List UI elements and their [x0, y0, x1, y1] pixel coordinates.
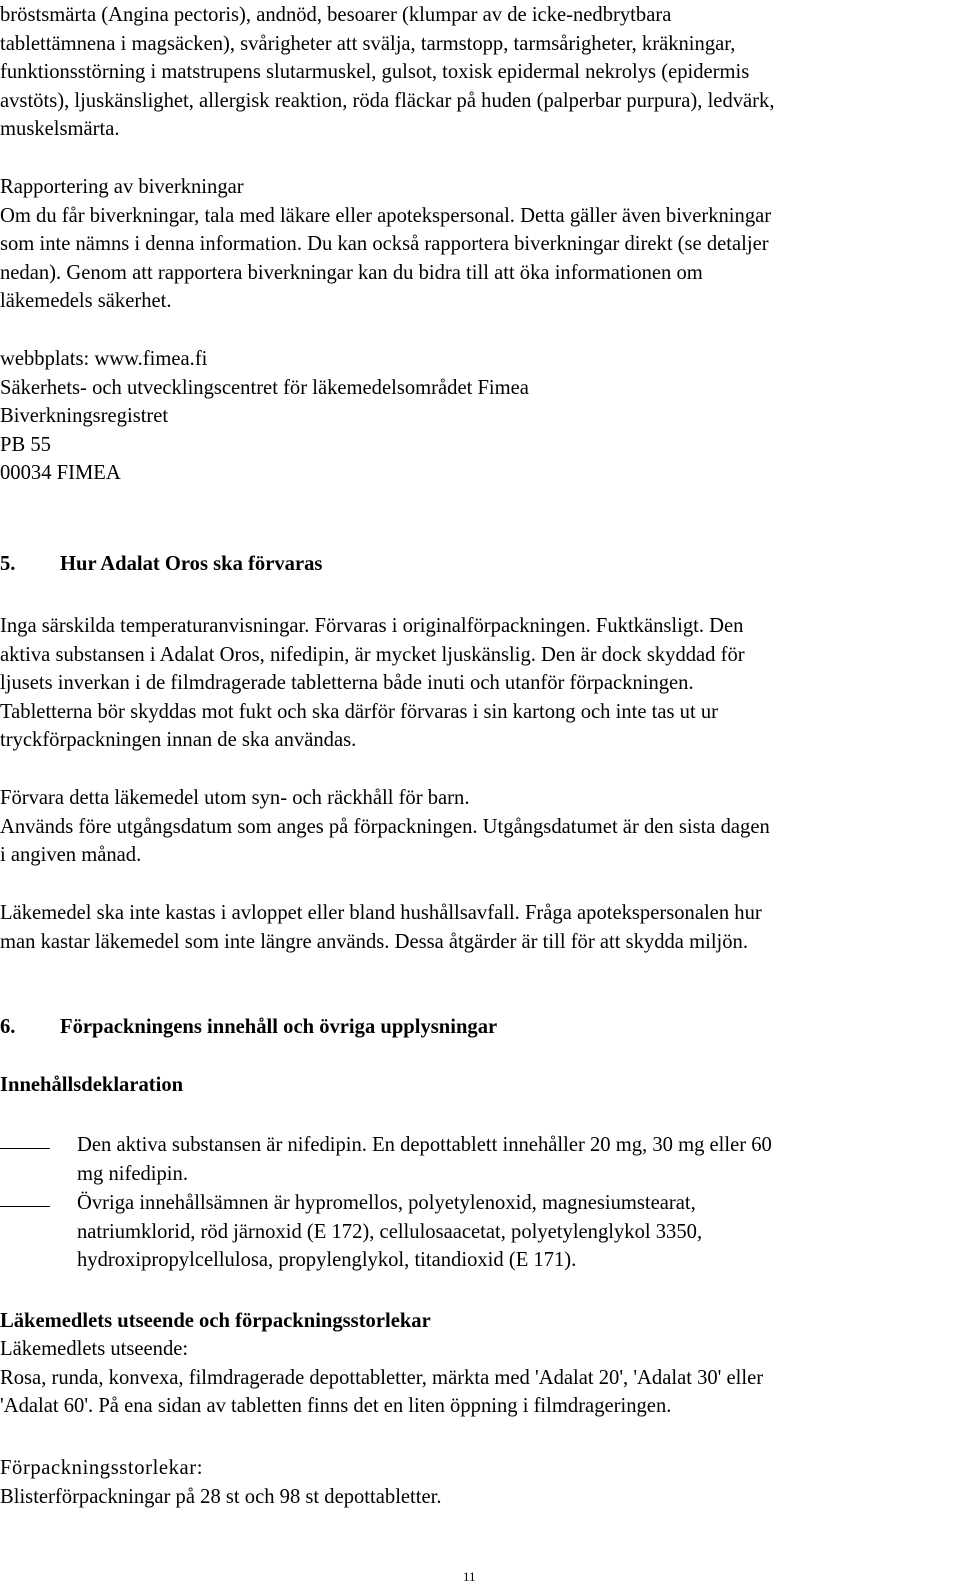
text-line: Läkemedel ska inte kastas i avloppet eller bland hushållsavfall. Fråga apotekspersonalen hur	[0, 902, 762, 924]
text-line: Inga särskilda temperaturanvisningar. Förvaras i originalförpackningen. Fuktkänsligt. Den	[0, 615, 744, 637]
dash-bullet-icon	[0, 1148, 50, 1149]
reporting-address	[0, 345, 945, 488]
pack-sizes-text: Blisterförpackningar på 28 st och 98 st depottabletter.	[0, 1485, 442, 1508]
text-line: Om du får biverkningar, tala med läkare eller apotekspersonal. Detta gäller även biverkningar	[0, 204, 772, 227]
section-title: Förpackningens innehåll och övriga upplysningar	[60, 1016, 498, 1038]
address-line: Biverkningsregistret	[0, 405, 169, 428]
address-line: PB 55	[0, 433, 51, 456]
side-effects-continuation	[0, 1, 945, 144]
text-line: mg nifedipin.	[77, 1162, 188, 1185]
text-line: nedan). Genom att rapportera biverkningar kan du bidra till att öka informationen om	[0, 261, 703, 284]
text-line: 'Adalat 60'. På ena sidan av tabletten finns det en liten öppning i filmdrageringen.	[0, 1395, 672, 1418]
text-line: läkemedels säkerhet.	[0, 290, 172, 313]
contents-heading: Innehållsdeklaration	[0, 1074, 184, 1096]
text-line: Övriga innehållsämnen är hypromellos, polyetylenoxid, magnesiumstearat,	[77, 1192, 696, 1214]
section-6-heading	[0, 1013, 497, 1042]
text-line: Tabletterna bör skyddas mot fukt och ska därför förvaras i sin kartong och inte tas ut ur	[0, 700, 718, 723]
page-number: 11	[463, 1569, 476, 1584]
list-item	[77, 1131, 772, 1188]
disposal-paragraph	[0, 899, 945, 956]
text-line: muskelsmärta.	[0, 118, 120, 141]
section-number: 6.	[0, 1016, 16, 1038]
section-5-heading	[0, 550, 322, 579]
appearance-label: Läkemedlets utseende:	[0, 1338, 189, 1360]
text-line: bröstsmärta (Angina pectoris), andnöd, besoarer (klumpar av de icke-nedbrytbara	[0, 4, 672, 26]
dash-bullet-icon	[0, 1206, 50, 1207]
section-title: Hur Adalat Oros ska förvaras	[60, 553, 323, 575]
text-line: tryckförpackningen innan de ska användas.	[0, 729, 357, 752]
address-line: Säkerhets- och utvecklingscentret för läkemedelsområdet Fimea	[0, 376, 529, 399]
storage-paragraph	[0, 612, 945, 755]
list-item	[77, 1189, 702, 1275]
text-line: i angiven månad.	[0, 844, 142, 867]
text-line: Den aktiva substansen är nifedipin. En depottablett innehåller 20 mg, 30 mg eller 60	[77, 1134, 772, 1156]
text-line: man kastar läkemedel som inte längre används. Dessa åtgärder är till för att skydda miljön.	[0, 930, 749, 953]
text-line: natriumklorid, röd järnoxid (E 172), cellulosaacetat, polyetylenglykol 3350,	[77, 1220, 703, 1243]
text-line: ljusets inverkan i de filmdragerade tabletterna både inuti och utanför förpackningen.	[0, 672, 694, 695]
appearance-heading: Läkemedlets utseende och förpackningsstorlekar	[0, 1310, 431, 1332]
text-line: hydroxipropylcellulosa, propylenglykol, titandioxid (E 171).	[77, 1249, 577, 1272]
text-line: Förvara detta läkemedel utom syn- och räckhåll för barn.	[0, 787, 470, 809]
appearance-block	[0, 1335, 945, 1421]
website-line: webbplats: www.fimea.fi	[0, 348, 208, 370]
text-line: som inte nämns i denna information. Du kan också rapportera biverkningar direkt (se detaljer	[0, 233, 769, 256]
text-line: Används före utgångsdatum som anges på förpackningen. Utgångsdatumet är den sista dagen	[0, 815, 770, 838]
text-line: aktiva substansen i Adalat Oros, nifedipin, är mycket ljuskänslig. Den är dock skyddad för	[0, 643, 745, 666]
children-expiry-paragraph	[0, 784, 945, 870]
text-line: avstöts), ljuskänslighet, allergisk reaktion, röda fläckar på huden (palperbar purpura), ledvärk,	[0, 89, 775, 112]
reporting-section	[0, 173, 945, 316]
pack-sizes-block	[0, 1454, 945, 1511]
text-line: tablettämnena i magsäcken), svårigheter att svälja, tarmstopp, tarmsårigheter, kräkningar,	[0, 32, 736, 55]
text-line: funktionsstörning i matstrupens slutarmuskel, gulsot, toxisk epidermal nekrolys (epidermis	[0, 61, 750, 84]
address-line: 00034 FIMEA	[0, 462, 121, 485]
text-line: Rosa, runda, konvexa, filmdragerade depottabletter, märkta med 'Adalat 20', 'Adalat 30' eller	[0, 1366, 764, 1389]
section-number: 5.	[0, 553, 16, 575]
reporting-heading: Rapportering av biverkningar	[0, 176, 244, 198]
pack-sizes-label: Förpackningsstorlekar:	[0, 1457, 204, 1479]
